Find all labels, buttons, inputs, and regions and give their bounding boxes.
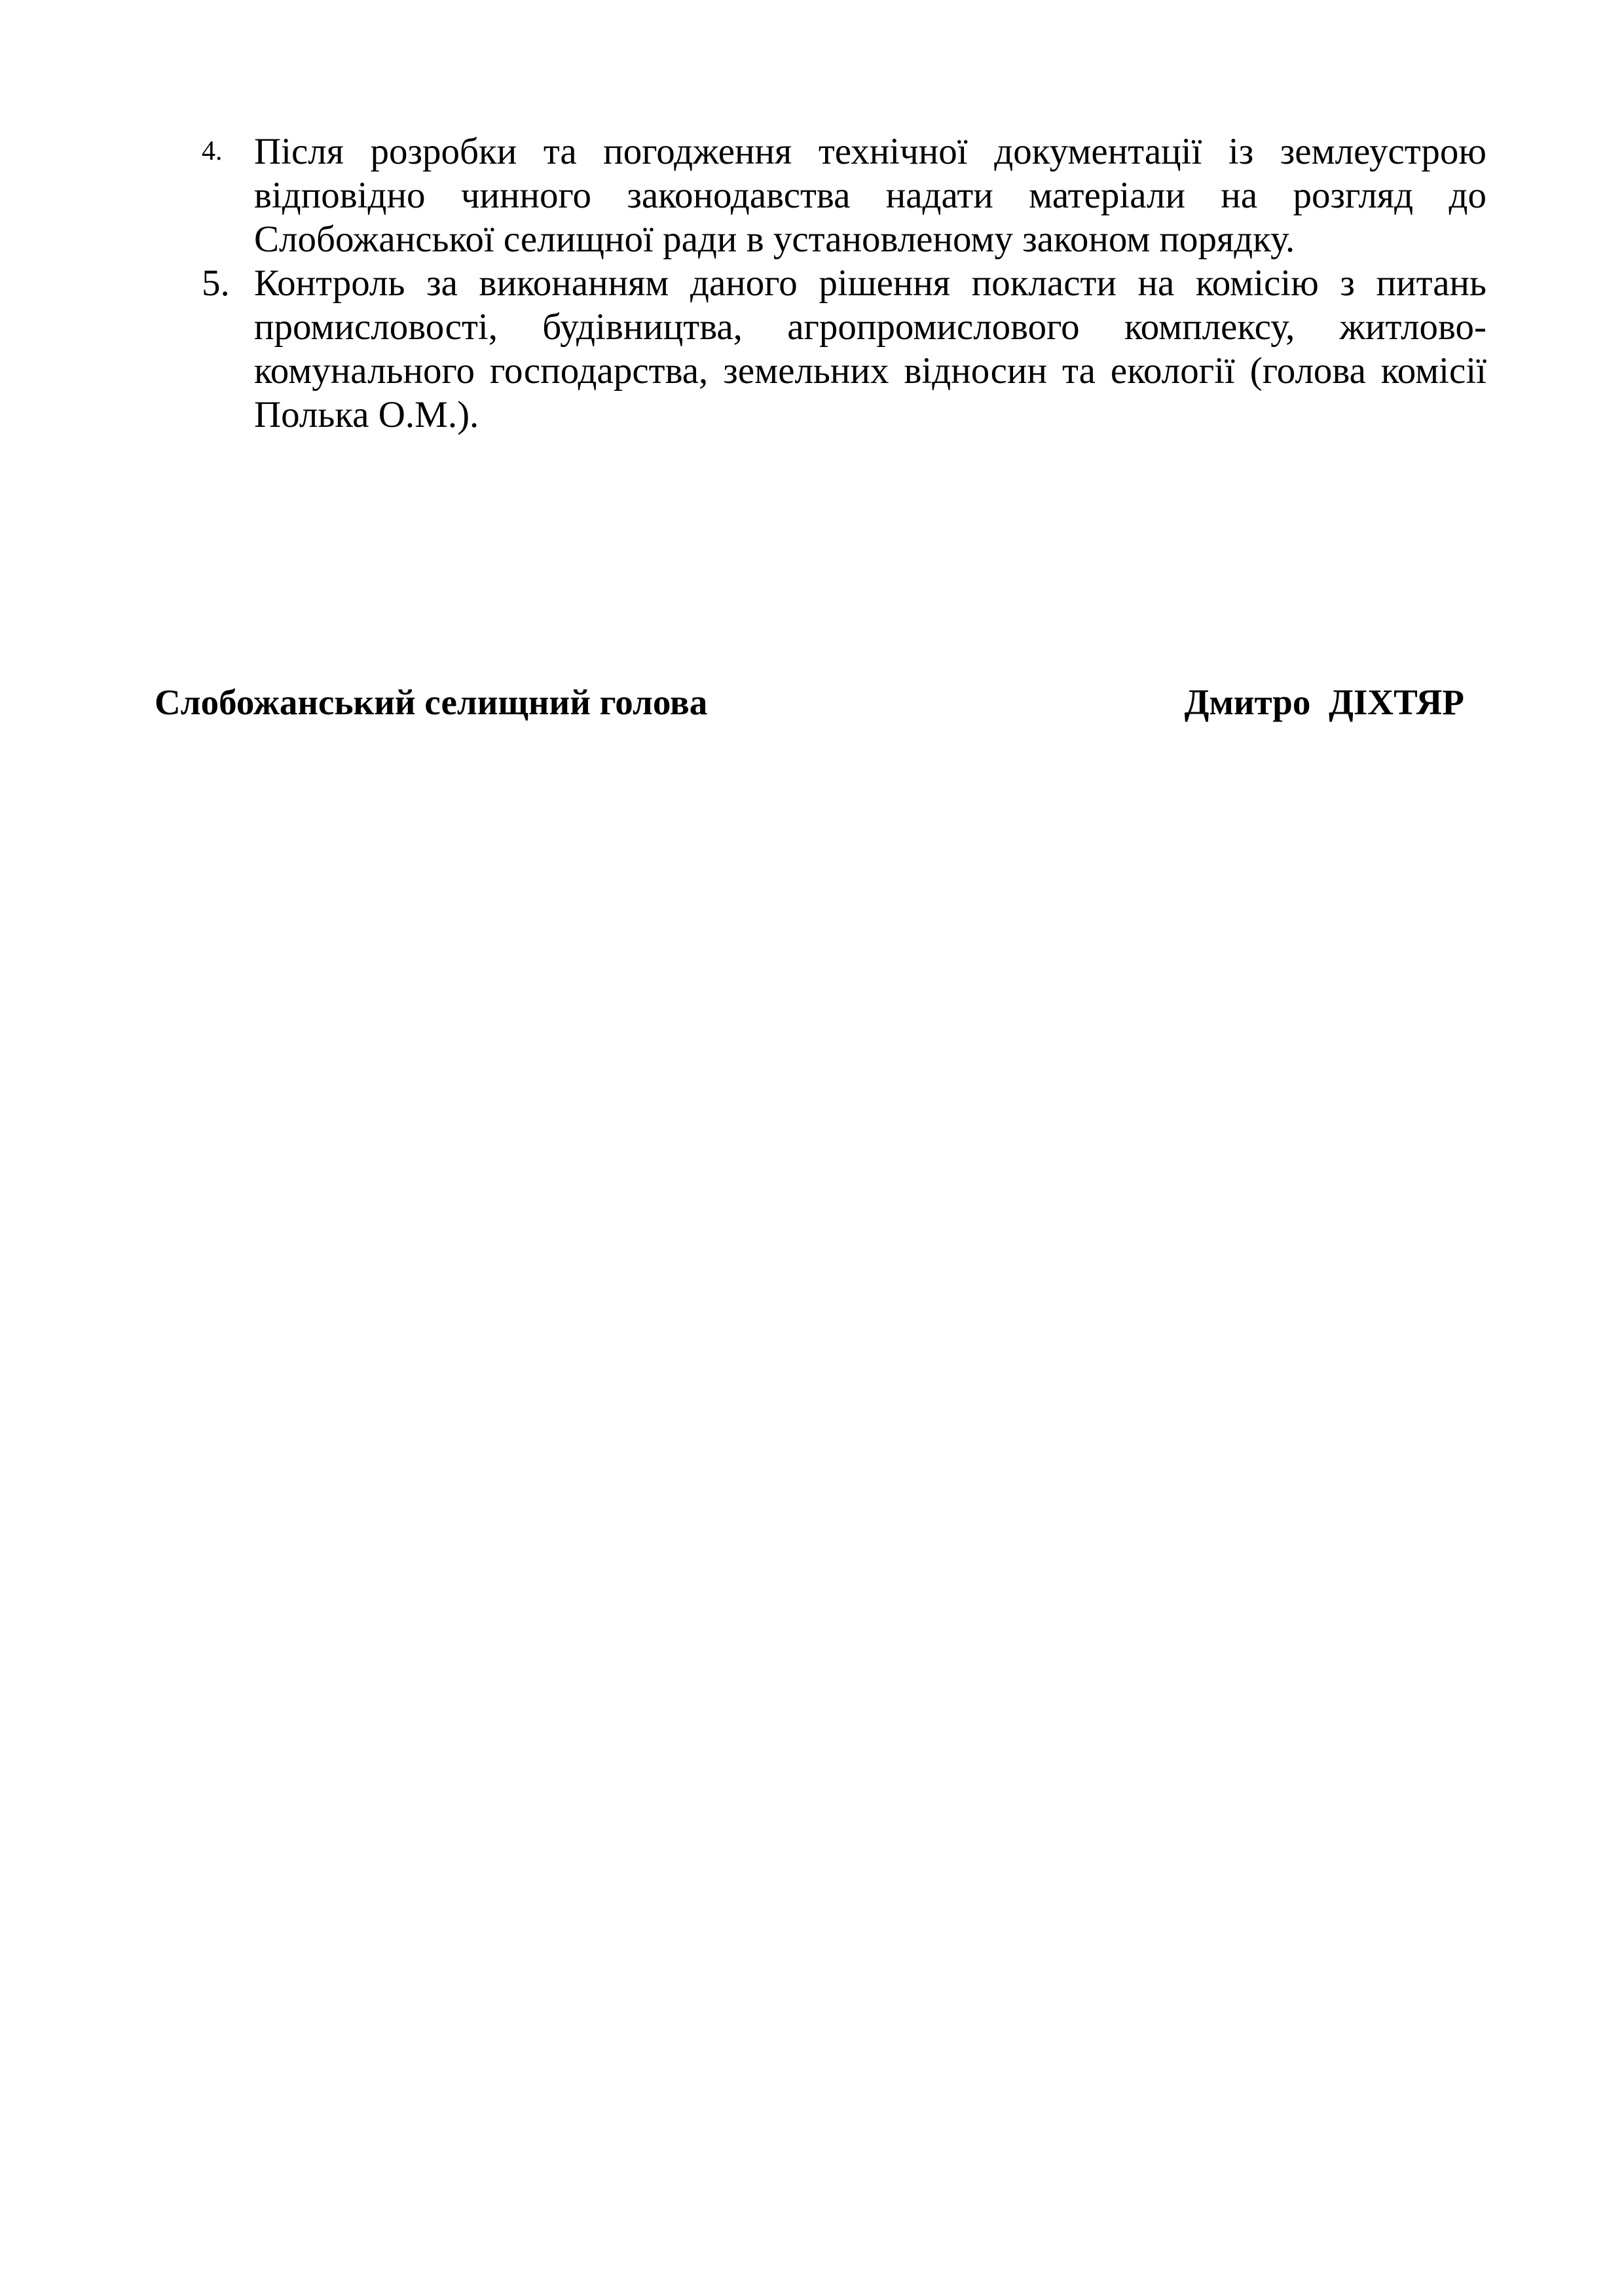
signatory-name: Дмитро ДІХТЯР bbox=[1184, 682, 1464, 722]
list-item-number: 4. bbox=[202, 136, 223, 166]
list-item-text: Контроль за виконанням даного рішення покласти на комісію з питань промисловості, будівництва, агропромислового комплексу, житлово-комунального господарства, земельних відносин та екології (голова комісії Полька О.М.). bbox=[254, 263, 1486, 435]
signature-block bbox=[155, 680, 1464, 732]
signatory-title: Слобожанський селищний голова bbox=[155, 682, 708, 722]
decision-items-list bbox=[196, 130, 1486, 437]
list-item bbox=[196, 130, 1486, 261]
list-item bbox=[196, 261, 1486, 437]
list-item-number: 5. bbox=[202, 263, 230, 304]
list-item-text: Після розробки та погодження технічної документації із землеустрою відповідно чинного законодавства надати матеріали на розгляд до Слобожанської селищної ради в установленому законом порядку. bbox=[254, 131, 1486, 260]
